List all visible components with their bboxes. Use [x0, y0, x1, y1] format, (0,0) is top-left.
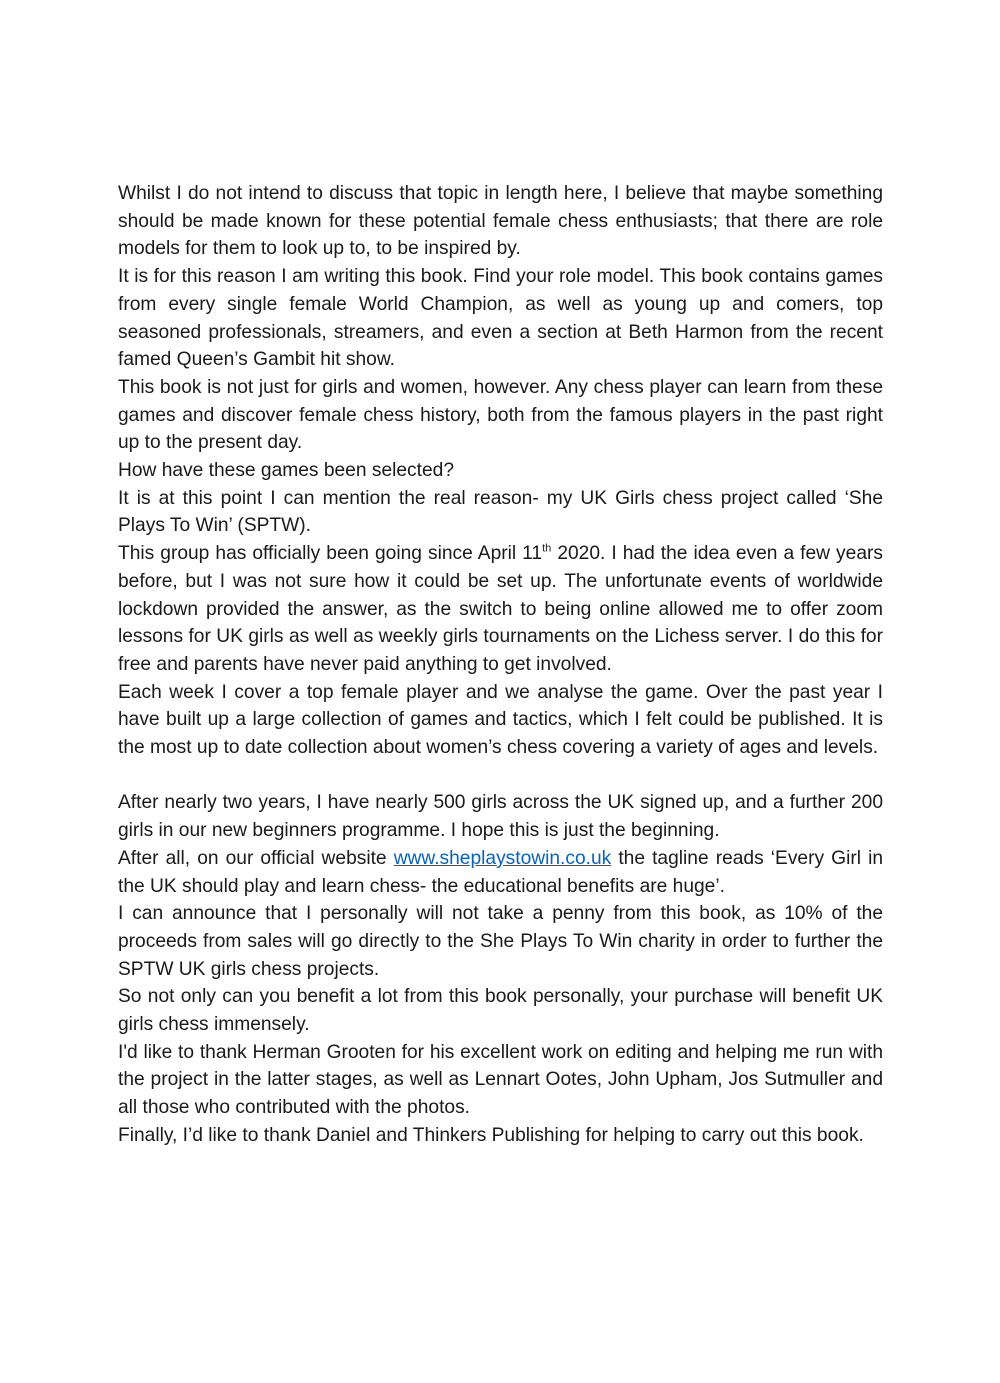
paragraph-thanks-contributors: I'd like to thank Herman Grooten for his excellent work on editing and helping me run with the project in the latter stages, as well as Lennart Ootes, John Upham, Jos Sutmuller and all those who contributed with the photos. — [118, 1041, 883, 1119]
paragraph-charity: I can announce that I personally will not take a penny from this book, as 10% of the proceeds from sales will go directly to the She Plays To Win charity in order to further the SPTW UK girls chess projects. — [118, 903, 883, 980]
document-body — [118, 180, 883, 1150]
group-text-after: 2020. I had the idea even a few years before, but I was not sure how it could be set up. The unfortunate events of worldwide lockdown provided the answer, as the switch to being online allowed me to offer zoom lessons for UK girls as well as weekly girls tournaments on the Lichess server. I do this for free and parents have never paid anything to get involved. — [118, 543, 883, 675]
paragraph-website — [118, 845, 883, 900]
website-text-after: the tagline reads ‘Every Girl in the UK should play and learn chess- the educational benefits are huge’. — [118, 847, 883, 897]
paragraph-benefit: So not only can you benefit a lot from this book personally, your purchase will benefit UK girls chess immensely. — [118, 986, 883, 1036]
paragraph-question: How have these games been selected? — [118, 460, 454, 482]
website-text-before: After all, on our official website — [118, 847, 394, 869]
paragraph-not-just-girls: This book is not just for girls and women, however. Any chess player can learn from these games and discover female chess history, both from the famous players in the past right up to the present day. — [118, 376, 883, 454]
paragraph-sptw-project: It is at this point I can mention the real reason- my UK Girls chess project called ‘She Plays To Win’ (SPTW). — [118, 487, 883, 537]
paragraph-group-history — [118, 540, 883, 679]
paragraph-reason: It is for this reason I am writing this book. Find your role model. This book contains games from every single female World Champion, as well as young up and comers, top seasoned professionals, streamers, and even a section at Beth Harmon from the recent famed Queen’s Gambit hit show. — [118, 266, 883, 371]
ordinal-suffix: th — [542, 542, 552, 555]
website-link[interactable]: www.sheplaystowin.co.uk — [393, 847, 612, 869]
paragraph-thanks-publisher: Finally, I’d like to thank Daniel and Thinkers Publishing for helping to carry out this book. — [118, 1124, 864, 1146]
paragraph-weekly-lessons: Each week I cover a top female player and we analyse the game. Over the past year I have built up a large collection of games and tactics, which I felt could be published. It is the most up to date collection about women’s chess covering a variety of ages and levels. — [118, 681, 883, 759]
paragraph-two-years: After nearly two years, I have nearly 500 girls across the UK signed up, and a further 200 girls in our new beginners programme. I hope this is just the beginning. — [118, 792, 883, 842]
paragraph-role-models: Whilst I do not intend to discuss that topic in length here, I believe that maybe something should be made known for these potential female chess enthusiasts; that there are role models for them to look up to, to be inspired by. — [118, 183, 883, 260]
group-text-before: This group has officially been going since April 11 — [118, 543, 543, 565]
